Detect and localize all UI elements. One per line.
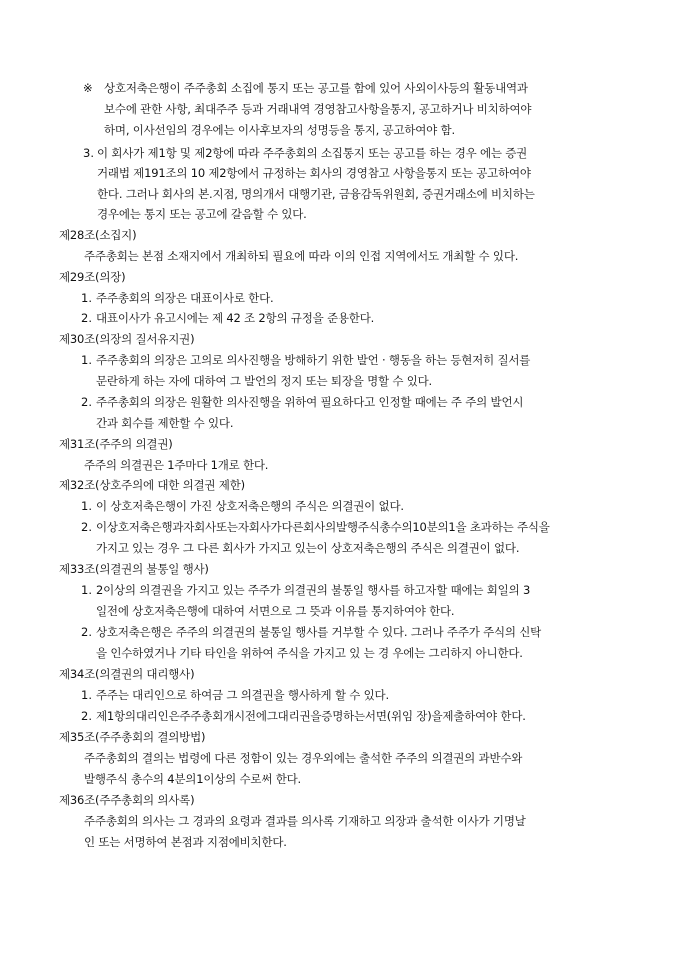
item-line: 제1항의대리인은주주총회개시전에그대리권을증명하는서면(위임 장)을제출하여야 한다. [96, 709, 526, 723]
item-number: 2. [81, 520, 92, 534]
item-number: 2. [81, 395, 92, 409]
item-line: 상호저축은행은 주주의 의결권의 불통일 행사를 거부할 수 있다. 그러나 주주가 주식의 신탁 [96, 625, 542, 639]
article-heading: 제34조(의결권의 대리행사) [59, 667, 195, 681]
article-text: 주주총회의 의사는 그 경과의 요령과 결과를 의사록 기재하고 의장과 출석한 이사가 기명날 [84, 814, 526, 828]
item-line: 이상호저축은행과자회사또는자회사가다른회사의발행주식총수의10분의1을 초과하는 주식을 [96, 520, 550, 534]
item-line: 경우에는 통지 또는 공고에 갈음할 수 있다. [97, 207, 307, 221]
note-mark: ※ [83, 81, 93, 95]
article-heading: 제32조(상호주의에 대한 의결권 제한) [59, 478, 245, 492]
item-line: 이 회사가 제1항 및 제2항에 따라 주주총회의 소집통지 또는 공고를 하는 경우 에는 증권 [97, 146, 528, 160]
item-number: 2. [81, 709, 92, 723]
item-line: 일전에 상호저축은행에 대하여 서면으로 그 뜻과 이유를 통지하여야 한다. [96, 604, 455, 618]
item-line: 한다. 그러나 회사의 본.지점, 명의개서 대행기관, 금융감독위원회, 증권거래소에 비치하는 [97, 187, 535, 201]
item-number: 1. [81, 583, 92, 597]
item-line: 주주총회의 의장은 고의로 의사진행을 방해하기 위한 발언 · 행동을 하는 등현저히 질서를 [96, 353, 531, 367]
article-heading: 제33조(의결권의 불통일 행사) [59, 562, 209, 576]
article-heading: 제36조(주주총회의 의사록) [59, 793, 195, 807]
item-line: 2이상의 의결권을 가지고 있는 주주가 의결권의 불통일 행사를 하고자할 때에는 회일의 3 [96, 583, 531, 597]
article-text: 주주총회의 결의는 법령에 다른 정함이 있는 경우외에는 출석한 주주의 의결권의 과반수와 [84, 751, 523, 765]
item-number: 3. [83, 146, 94, 160]
note-line: 보수에 관한 사항, 최대주주 등과 거래내역 경영참고사항을통지, 공고하거나 비치하여야 [104, 102, 532, 116]
item-line: 문란하게 하는 자에 대하여 그 발언의 정지 또는 퇴장을 명할 수 있다. [96, 374, 433, 388]
article-heading: 제29조(의장) [59, 270, 126, 284]
article-text: 주주총회는 본점 소재지에서 개최하되 필요에 따라 이의 인접 지역에서도 개최할 수 있다. [84, 249, 519, 263]
item-line: 간과 회수를 제한할 수 있다. [96, 416, 234, 430]
note-line: 상호저축은행이 주주총회 소집에 통지 또는 공고를 함에 있어 사외이사등의 활동내역과 [104, 81, 528, 95]
item-line: 주주는 대리인으로 하여금 그 의결권을 행사하게 할 수 있다. [96, 688, 389, 702]
item-line: 주주총회의 의장은 원활한 의사진행을 위하여 필요하다고 인정할 때에는 주 주의 발언시 [96, 395, 524, 409]
article-heading: 제28조(소집지) [59, 228, 137, 242]
item-number: 2. [81, 625, 92, 639]
article-text: 인 또는 서명하여 본점과 지점에비치한다. [84, 835, 287, 849]
item-line: 주주총회의 의장은 대표이사로 한다. [96, 291, 274, 305]
note-line: 하며, 이사선임의 경우에는 이사후보자의 성명등을 통지, 공고하여야 함. [104, 123, 455, 137]
article-heading: 제30조(의장의 질서유지권) [59, 332, 195, 346]
item-line: 대표이사가 유고시에는 제 42 조 2항의 규정을 준용한다. [96, 311, 375, 325]
article-text: 주주의 의결권은 1주마다 1개로 한다. [84, 458, 269, 472]
article-heading: 제31조(주주의 의결권) [59, 437, 173, 451]
item-number: 1. [81, 499, 92, 513]
item-number: 2. [81, 311, 92, 325]
item-line: 거래법 제191조의 10 제2항에서 규정하는 회사의 경영참고 사항을통지 또는 공고하여야 [97, 166, 531, 180]
article-heading: 제35조(주주총회의 결의방법) [59, 730, 206, 744]
article-text: 발행주식 총수의 4분의1이상의 수로써 한다. [84, 772, 301, 786]
item-line: 가지고 있는 경우 그 다른 회사가 가지고 있는이 상호저축은행의 주식은 의결권이 없다. [96, 541, 520, 555]
item-number: 1. [81, 353, 92, 367]
item-line: 이 상호저축은행이 가진 상호저축은행의 주식은 의결권이 없다. [96, 499, 404, 513]
item-line: 을 인수하였거나 기타 타인을 위하여 주식을 가지고 있 는 경 우에는 그리하지 아니한다. [96, 646, 523, 660]
item-number: 1. [81, 291, 92, 305]
item-number: 1. [81, 688, 92, 702]
